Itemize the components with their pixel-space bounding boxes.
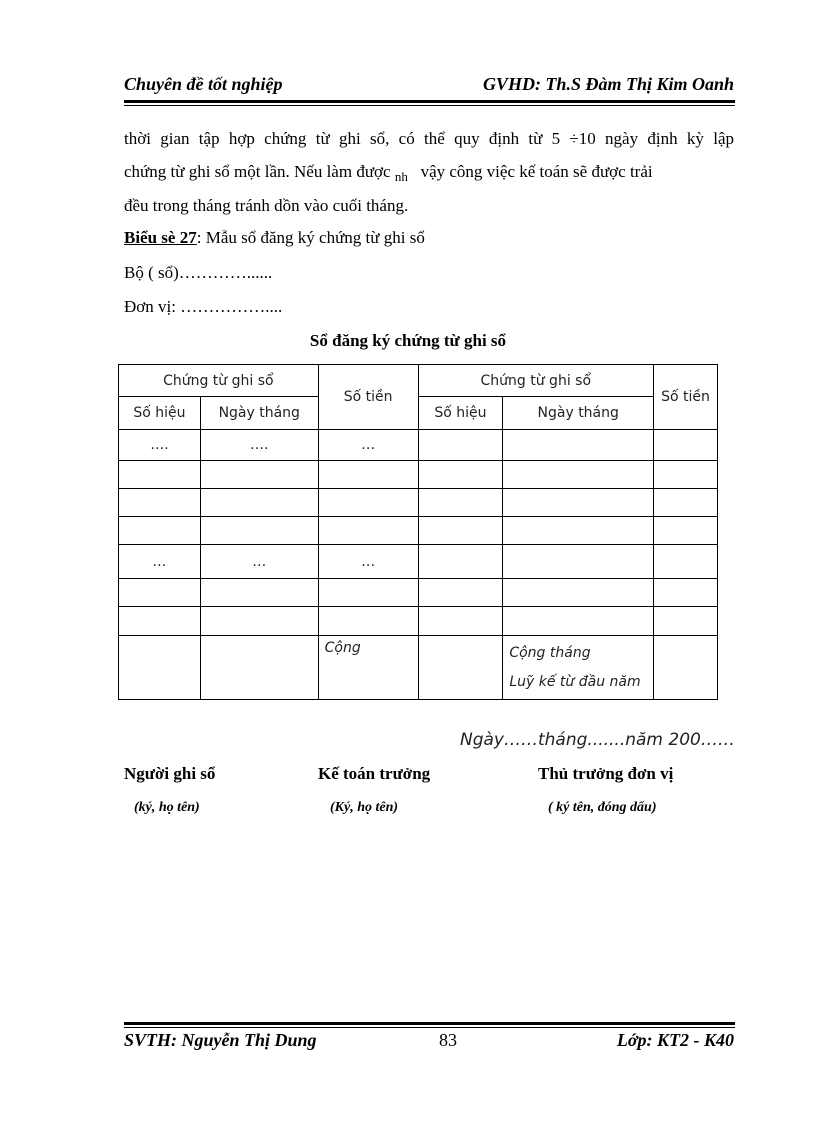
bieu-label: Biểu sè 27 [124, 228, 197, 247]
table-cell [200, 607, 318, 636]
table-cell [654, 430, 718, 461]
table-cell [418, 579, 503, 607]
table-cell [418, 636, 503, 700]
table-cell [200, 517, 318, 545]
footer-rule-thin [124, 1027, 735, 1028]
header-title: Chuyên đề tốt nghiệp [124, 74, 283, 94]
table-cell [418, 430, 503, 461]
table-row [119, 517, 718, 545]
table-cell [654, 545, 718, 579]
signature-recorder-note: (ký, họ tên) [134, 800, 200, 815]
table-row [119, 607, 718, 636]
table-cell [200, 579, 318, 607]
table-cell: …. [119, 430, 201, 461]
col-group-voucher: Chứng từ ghi sổ [119, 365, 319, 397]
signature-head-note: ( ký tên, đóng dấu) [548, 800, 657, 815]
header-rule-thin [124, 105, 735, 106]
table-cell [119, 489, 201, 517]
table-cell [119, 579, 201, 607]
table-row [119, 489, 718, 517]
col-number: Số hiệu [119, 397, 201, 430]
table-cell [503, 607, 654, 636]
table-cell [119, 636, 201, 700]
table-cell [119, 461, 201, 489]
table-cell [318, 461, 418, 489]
signature-chief-accountant: Kế toán trưởng [318, 764, 431, 783]
table-row [119, 579, 718, 607]
col-group-voucher: Chứng từ ghi sổ [418, 365, 654, 397]
table-cell [503, 517, 654, 545]
table-cell [418, 517, 503, 545]
paragraph-line [124, 155, 734, 189]
total-cell [503, 636, 654, 700]
col-number: Số hiệu [418, 397, 503, 430]
table-cell [318, 607, 418, 636]
table-cell [503, 579, 654, 607]
month-total-label: Cộng tháng [509, 644, 591, 661]
header-advisor: GVHD: Th.S Đàm Thị Kim Oanh [482, 74, 734, 94]
table-cell [503, 545, 654, 579]
table-cell [654, 579, 718, 607]
paragraph-text: chứng từ ghi sổ một lần. Nếu làm được [124, 162, 391, 181]
col-amount: Số tiền [654, 365, 718, 430]
table-cell: …. [200, 430, 318, 461]
paragraph-sub: nh [394, 169, 408, 184]
bo-line: Bộ ( sổ)…………...... [124, 263, 273, 282]
table-cell [654, 489, 718, 517]
table-cell [503, 489, 654, 517]
table-cell [200, 636, 318, 700]
table-cell [654, 636, 718, 700]
table-cell [119, 517, 201, 545]
table-cell [654, 607, 718, 636]
paragraph-text: vậy công việc kế toán sẽ được trải [420, 162, 653, 181]
table-cell: … [318, 545, 418, 579]
table-cell [418, 607, 503, 636]
table-row [119, 430, 718, 461]
footer-student: SVTH: Nguyễn Thị Dung [124, 1030, 317, 1050]
table-cell [418, 461, 503, 489]
table-cell: … [119, 545, 201, 579]
donvi-line: Đơn vị: …………….... [124, 297, 283, 316]
col-date: Ngày tháng [503, 397, 654, 430]
paragraph-line: đều trong tháng tránh dồn vào cuối tháng. [124, 196, 409, 215]
table-cell [318, 489, 418, 517]
footer-rule [124, 1022, 735, 1025]
table-cell [503, 461, 654, 489]
register-table [118, 364, 718, 700]
col-amount: Số tiền [318, 365, 418, 430]
table-cell [418, 545, 503, 579]
table-cell [200, 489, 318, 517]
table-cell: … [200, 545, 318, 579]
table-row [119, 545, 718, 579]
signature-head: Thủ trưởng đơn vị [538, 764, 674, 783]
header-rule [124, 100, 735, 103]
table-cell [200, 461, 318, 489]
table-header-row [119, 365, 718, 397]
paragraph-line: thời gian tập hợp chứng từ ghi sổ, có thể quy định từ 5 ÷10 ngày định kỳ lập [124, 129, 734, 148]
table-title: Sổ đăng ký chứng từ ghi sổ [309, 331, 507, 350]
table-header-row [119, 397, 718, 430]
footer-class: Lớp: KT2 - K40 [616, 1030, 734, 1050]
table-total-row [119, 636, 718, 700]
total-label: Cộng [318, 636, 418, 700]
table-row [119, 461, 718, 489]
col-date: Ngày tháng [200, 397, 318, 430]
table-cell [503, 430, 654, 461]
date-line: Ngày……tháng.......năm 200…… [460, 730, 735, 750]
body-paragraph [124, 122, 734, 222]
table-cell [318, 517, 418, 545]
bieu-caption [124, 228, 425, 248]
page-number: 83 [439, 1030, 457, 1050]
ytd-label: Luỹ kế từ đầu năm [509, 673, 641, 690]
table-cell: … [318, 430, 418, 461]
signature-recorder: Người ghi sổ [124, 764, 216, 783]
table-cell [418, 489, 503, 517]
table-cell [318, 579, 418, 607]
table-cell [654, 461, 718, 489]
table-cell [119, 607, 201, 636]
table-cell [654, 517, 718, 545]
bieu-text: : Mẫu sổ đăng ký chứng từ ghi sổ [196, 228, 425, 247]
signature-chief-accountant-note: (Ký, họ tên) [330, 800, 399, 815]
